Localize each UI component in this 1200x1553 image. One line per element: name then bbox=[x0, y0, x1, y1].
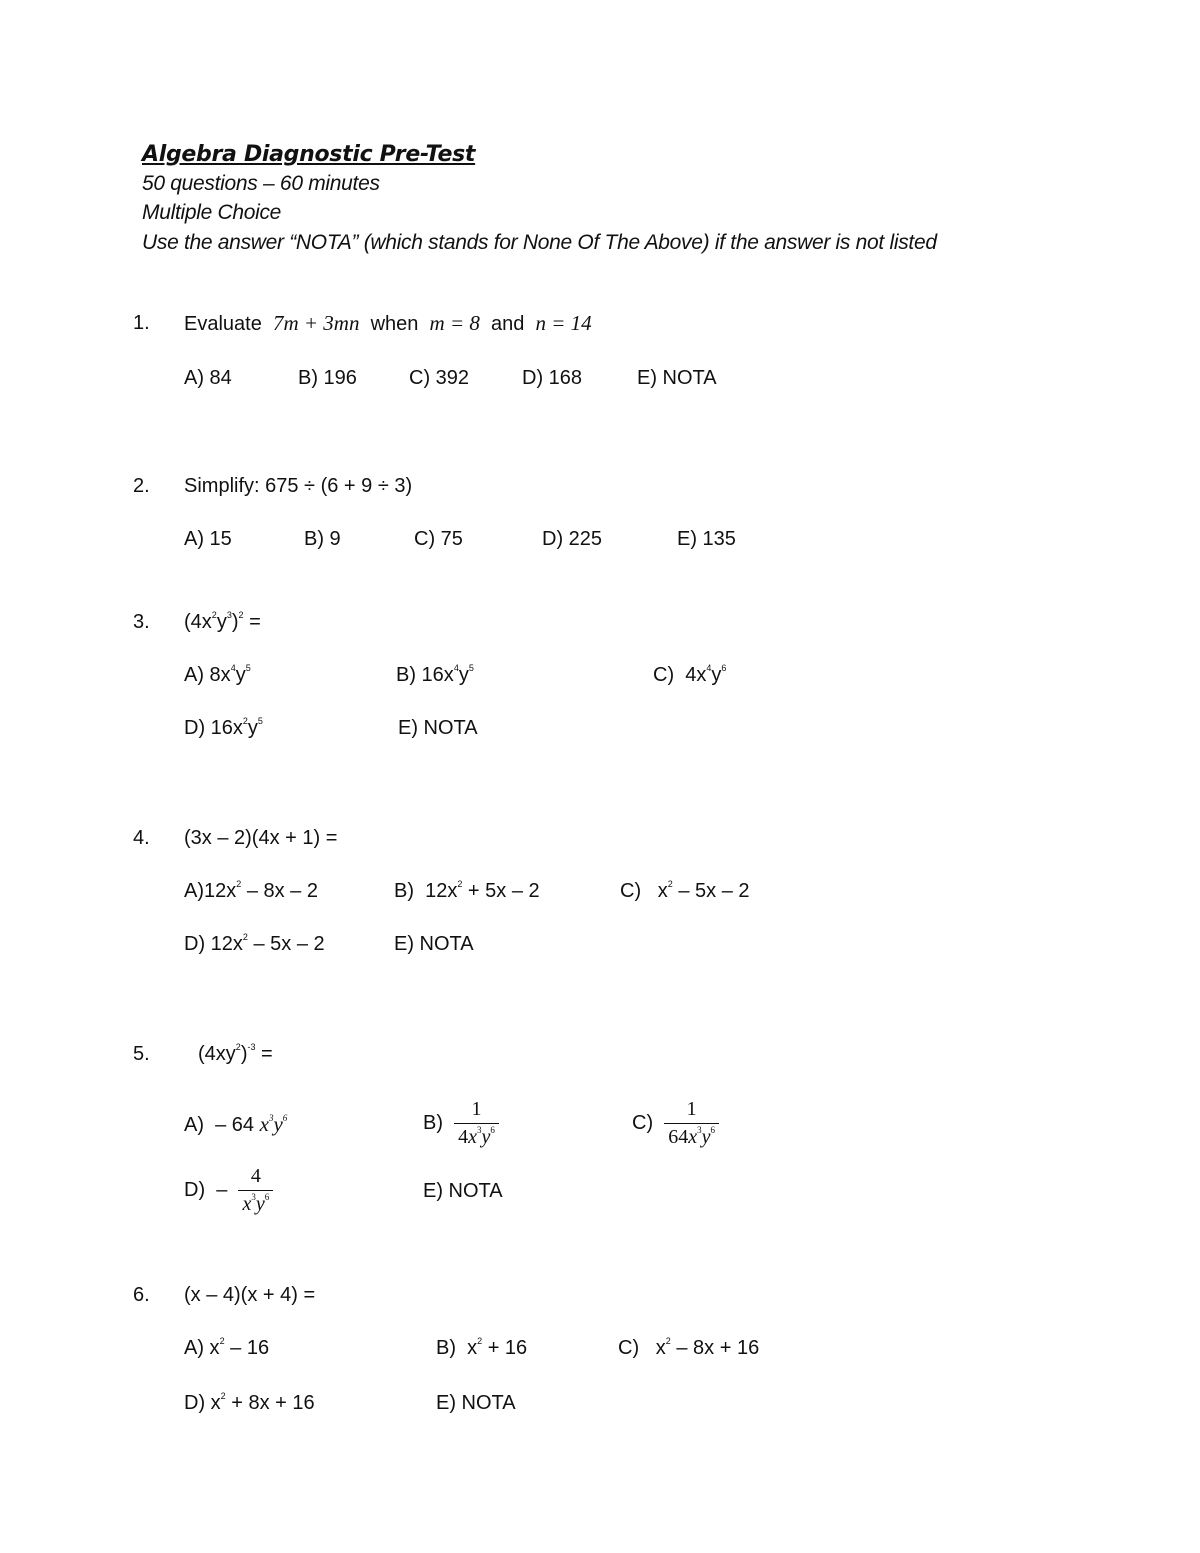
question-3-prompt: $(4x^2y^3)^2$ = bbox=[184, 610, 261, 633]
question-2-option-c[interactable]: C) 75 bbox=[414, 528, 463, 550]
question-1-number: 1. bbox=[133, 312, 150, 334]
question-3-option-e[interactable]: E) NOTA bbox=[398, 717, 478, 739]
question-5-option-a[interactable]: A) – 64 $x^3y^6$ bbox=[184, 1112, 288, 1136]
question-5-option-b-numerator: 1 bbox=[471, 1098, 482, 1120]
question-2-option-a[interactable]: A) 15 bbox=[184, 528, 232, 550]
question-6-number: 6. bbox=[133, 1284, 150, 1306]
question-3-option-d[interactable]: D) $16x^2y^5$ bbox=[184, 716, 263, 739]
question-3-option-c[interactable]: C) $4x^4y^6$ bbox=[653, 663, 727, 686]
question-2-number: 2. bbox=[133, 475, 150, 497]
question-4-number: 4. bbox=[133, 827, 150, 849]
test-title: Algebra Diagnostic Pre-Test bbox=[142, 142, 476, 167]
question-6-option-e[interactable]: E) NOTA bbox=[436, 1392, 516, 1414]
question-5-option-c-numerator: 1 bbox=[686, 1098, 697, 1120]
question-5-option-b[interactable]: B) $\frac{1}{4x^3y^6}$ bbox=[423, 1098, 499, 1149]
question-3-option-a[interactable]: A) $8x^4y^5$ bbox=[184, 663, 251, 686]
question-5-option-d-numerator: 4 bbox=[250, 1165, 261, 1187]
question-1-option-a[interactable]: A) 84 bbox=[184, 367, 232, 389]
question-6-option-d[interactable]: D) $x^2 + 8x + 16$ bbox=[184, 1391, 315, 1414]
question-6-option-a[interactable]: A) $x^2 - 16$ bbox=[184, 1336, 270, 1359]
question-1-when: when bbox=[370, 313, 419, 335]
test-instructions: Use the answer “NOTA” (which stands for None Of The Above) if the answer is not listed bbox=[142, 231, 937, 254]
question-4-option-c[interactable]: C) $x^2 - 5x - 2$ bbox=[620, 879, 750, 902]
question-6-option-c[interactable]: C) $x^2 - 8x + 16$ bbox=[618, 1336, 760, 1359]
question-1-evaluate: Evaluate bbox=[184, 313, 262, 335]
question-4-option-a[interactable]: $A)12x^2 - 8x - 2$ bbox=[184, 879, 318, 902]
question-1-option-d[interactable]: D) 168 bbox=[522, 367, 583, 389]
question-3-number: 3. bbox=[133, 611, 150, 633]
question-5-option-e[interactable]: E) NOTA bbox=[423, 1180, 503, 1202]
question-2-option-d[interactable]: D) 225 bbox=[542, 528, 603, 550]
question-2-option-e[interactable]: E) 135 bbox=[677, 528, 736, 550]
question-1-and: and bbox=[491, 313, 525, 335]
question-5-number: 5. bbox=[133, 1043, 150, 1065]
test-info-questions: 50 questions – 60 minutes bbox=[142, 172, 380, 195]
question-1-expression: 7m + 3mn bbox=[272, 311, 360, 335]
question-1-option-b[interactable]: B) 196 bbox=[298, 367, 357, 389]
question-4-option-b[interactable]: B) $12x^2 + 5x - 2$ bbox=[394, 879, 540, 902]
question-5-option-d[interactable]: D) – $\frac{4}{x^3y^6}$ bbox=[184, 1165, 273, 1216]
question-2-prompt: Simplify: 675 ÷ (6 + 9 ÷ 3) bbox=[184, 475, 413, 497]
question-3-option-b[interactable]: B) $16x^4y^5$ bbox=[396, 663, 474, 686]
question-6-option-b[interactable]: B) $x^2 + 16$ bbox=[436, 1336, 528, 1359]
question-1-prompt bbox=[184, 311, 592, 336]
question-6-prompt: (x – 4)(x + 4) = bbox=[184, 1284, 316, 1306]
test-info-format: Multiple Choice bbox=[142, 201, 282, 224]
question-4-option-e[interactable]: E) NOTA bbox=[394, 933, 474, 955]
question-4-option-d[interactable]: D) $12x^2 - 5x - 2$ bbox=[184, 932, 325, 955]
question-5-prompt: $(4xy^2)^{-3}$ = bbox=[198, 1042, 273, 1065]
question-4-prompt: (3x – 2)(4x + 1) = bbox=[184, 827, 338, 849]
question-2-option-b[interactable]: B) 9 bbox=[304, 528, 341, 550]
question-1-condition-m: m = 8 bbox=[429, 311, 480, 335]
question-1-condition-n: n = 14 bbox=[535, 311, 592, 335]
question-1-option-c[interactable]: C) 392 bbox=[409, 367, 470, 389]
question-5-option-c[interactable]: C) $\frac{1}{64x^3y^6}$ bbox=[632, 1098, 719, 1149]
question-1-option-e[interactable]: E) NOTA bbox=[637, 367, 717, 389]
